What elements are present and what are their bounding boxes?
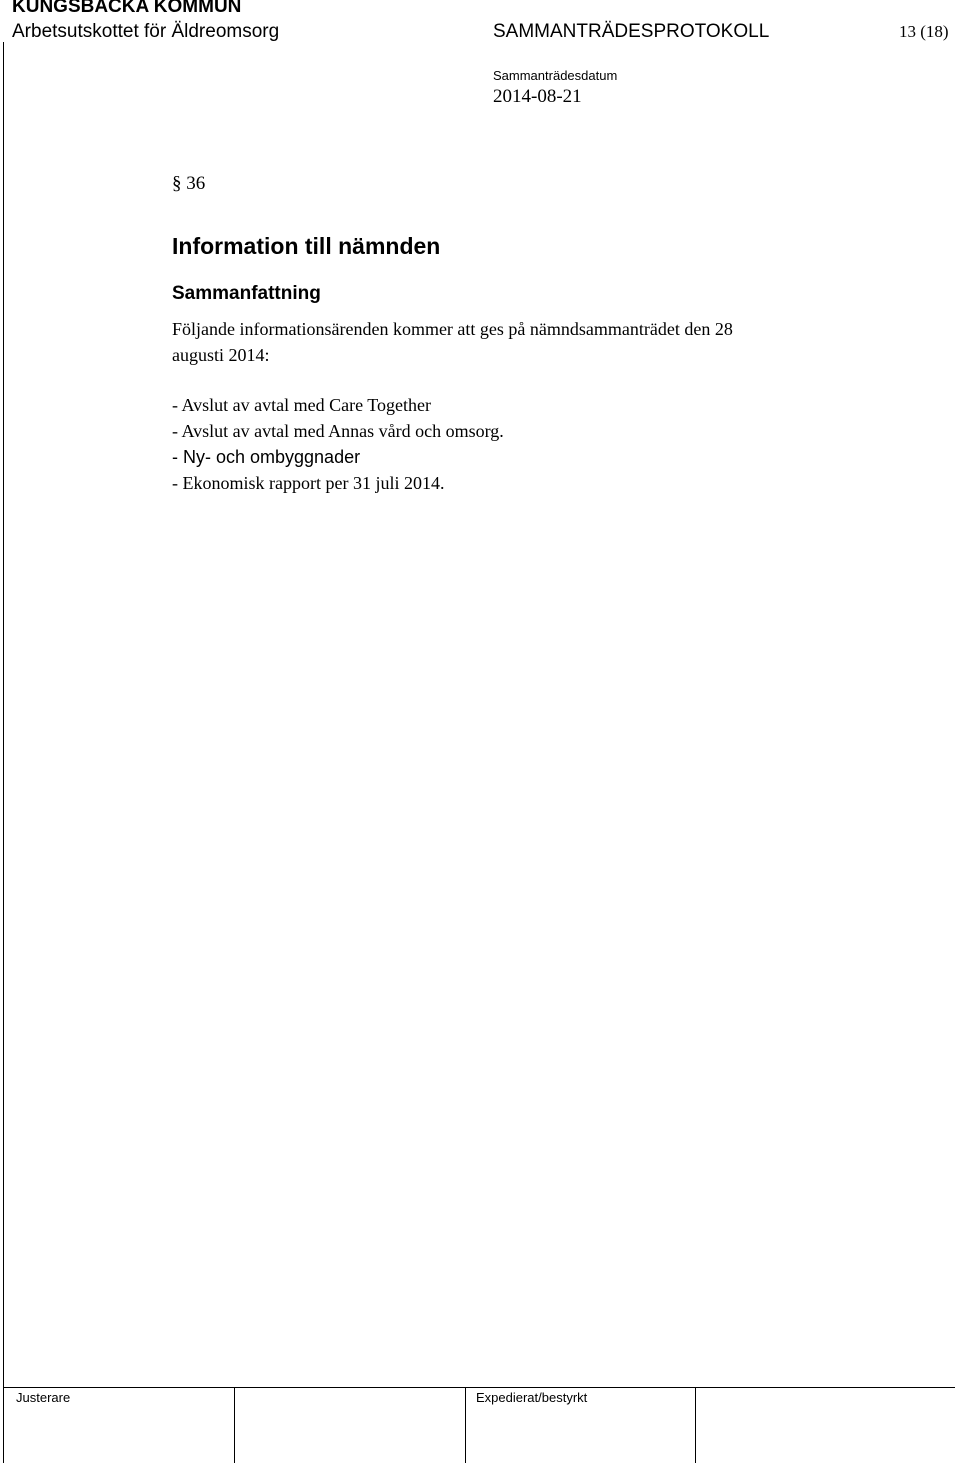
meeting-date-value: 2014-08-21 [493,86,582,107]
section-title: Information till nämnden [172,233,441,259]
list-item: - Ny- och ombyggnader [172,447,361,467]
footer-divider [3,1387,955,1388]
left-margin-rule [3,42,4,1463]
footer-column-divider [234,1387,235,1463]
organization-name: KUNGSBACKA KOMMUN [12,0,242,17]
document-type: SAMMANTRÄDESPROTOKOLL [493,21,770,42]
summary-text-line: Följande informationsärenden kommer att ges på nämndsammanträdet den 28 [172,319,733,339]
summary-text [172,316,872,368]
section-number: § 36 [172,173,206,194]
summary-text-line: augusti 2014: [172,345,270,365]
page-number: 13 (18) [899,22,949,41]
committee-name: Arbetsutskottet för Äldreomsorg [12,21,280,42]
summary-heading: Sammanfattning [172,283,321,304]
information-items-list [172,392,504,496]
footer-column-divider [695,1387,696,1463]
footer-column-divider [465,1387,466,1463]
list-item: - Ekonomisk rapport per 31 juli 2014. [172,473,445,493]
justerare-label: Justerare [16,1390,71,1405]
list-item: - Avslut av avtal med Care Together [172,395,431,415]
expedierat-label: Expedierat/bestyrkt [476,1390,588,1405]
meeting-date-label: Sammanträdesdatum [493,68,618,83]
list-item: - Avslut av avtal med Annas vård och omsorg. [172,421,504,441]
